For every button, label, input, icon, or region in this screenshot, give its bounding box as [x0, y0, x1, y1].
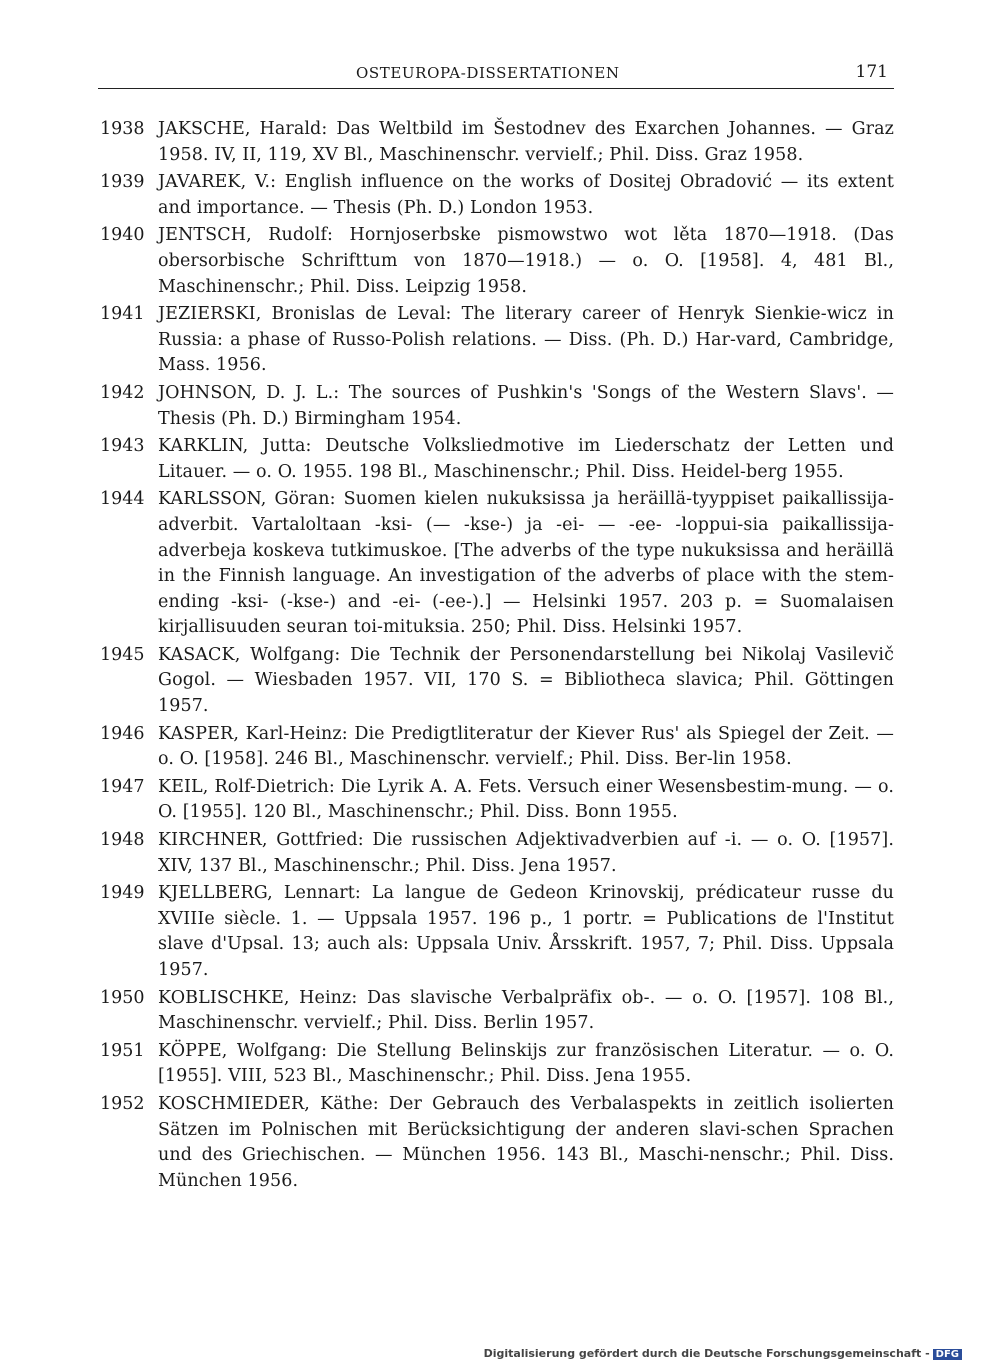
entry-number: 1944 [100, 489, 145, 510]
page-header [98, 60, 894, 89]
bibliography-entry [100, 302, 894, 379]
running-title: OSTEUROPA-DISSERTATIONEN [356, 64, 620, 82]
entry-text: JOHNSON, D. J. L.: The sources of Pushkin's 'Songs of the Western Slavs'. — Thesis (Ph. D.) Birmingham 1954. [158, 382, 894, 429]
entry-number: 1951 [100, 1040, 145, 1061]
entry-text: KOSCHMIEDER, Käthe: Der Gebrauch des Verbalaspekts in zeitlich isolierten Sätzen im Polnischen mit Berücksichtigung der anderen slavi-schen Sprachen und des Griechischen. — München 1956. 143 Bl., Maschi-nenschr.; Phil. Diss. München 1956. [158, 1093, 894, 1191]
entry-text: JAKSCHE, Harald: Das Weltbild im Šestodnev des Exarchen Johannes. — Graz 1958. IV, II, 119, XV Bl., Maschinenschr. vervielf.; Phil. Diss. Graz 1958. [158, 119, 894, 165]
bibliography-entry [100, 487, 894, 641]
entry-text: JAVAREK, V.: English influence on the works of Dositej Obradović — its extent and importance. — Thesis (Ph. D.) London 1953. [158, 172, 894, 218]
bibliography-entry [100, 986, 894, 1037]
entry-text: JENTSCH, Rudolf: Hornjoserbske pismowstwo wot lěta 1870—1918. (Das obersorbische Schrifttum von 1870—1918.) — o. O. [1958]. 4, 481 Bl., Maschinenschr.; Phil. Diss. Leipzig 1958. [158, 225, 894, 297]
entry-number: 1948 [100, 830, 145, 851]
entry-text: KIRCHNER, Gottfried: Die russischen Adjektivadverbien auf -i. — o. O. [1957]. XIV, 137 Bl., Maschinenschr.; Phil. Diss. Jena 1957. [158, 830, 894, 876]
entry-text: KARLSSON, Göran: Suomen kielen nukuksissa ja heräillä-tyyppiset paikallissija-adverbit. Vartaloltaan -ksi- (— -kse-) ja -ei- — -ee- -loppui-sia paikallissija-adverbeja koskeva tutkimuskoe. [The adverbs of the type nukuksissa and heräillä in the Finnish language. An investigation of the adverbs of place with the stem-ending -ksi- (-kse-) and -ei- (-ee-).] — Helsinki 1957. 203 p. = Suomalaisen kirjallisuuden seuran toi-mituksia. 250; Phil. Diss. Helsinki 1957. [158, 489, 894, 638]
bibliography-entry [100, 434, 894, 485]
entry-number: 1938 [100, 119, 145, 139]
dfg-logo: DFG [933, 1349, 962, 1360]
bibliography-entry [100, 223, 894, 300]
bibliography-entry [100, 775, 894, 826]
entry-text: KASACK, Wolfgang: Die Technik der Personendarstellung bei Nikolaj Vasilevič Gogol. — Wiesbaden 1957. VII, 170 S. = Bibliotheca slavica; Phil. Göttingen 1957. [158, 644, 894, 717]
entry-number: 1939 [100, 172, 145, 193]
entry-text: KÖPPE, Wolfgang: Die Stellung Belinskijs zur französischen Literatur. — o. O. [1955]. VIII, 523 Bl., Maschinenschr.; Phil. Diss. Jena 1955. [158, 1040, 894, 1087]
entry-text: KARKLIN, Jutta: Deutsche Volksliedmotive im Liederschatz der Letten und Litauer. — o. O. 1955. 198 Bl., Maschinenschr.; Phil. Diss. Heidel-berg 1955. [158, 436, 894, 482]
entry-text: KOBLISCHKE, Heinz: Das slavische Verbalpräfix ob-. — o. O. [1957]. 108 Bl., Maschinenschr. vervielf.; Phil. Diss. Berlin 1957. [158, 987, 894, 1034]
bibliography-entry [100, 170, 894, 221]
bibliography-entry [100, 722, 894, 773]
entry-number: 1952 [100, 1093, 145, 1114]
bibliography-entry [100, 881, 894, 983]
bibliography-entry [100, 117, 894, 168]
bibliography-entry [100, 381, 894, 432]
entry-number: 1947 [100, 776, 145, 797]
entry-number: 1946 [100, 723, 145, 744]
entry-list [100, 117, 894, 1196]
entry-text: KEIL, Rolf-Dietrich: Die Lyrik A. A. Fets. Versuch einer Wesensbestim-mung. — o. O. [1955]. 120 Bl., Maschinenschr.; Phil. Diss. Bonn 1955. [158, 776, 894, 823]
bibliography-entry [100, 828, 894, 879]
entry-number: 1949 [100, 883, 145, 904]
entry-number: 1941 [100, 304, 145, 325]
entry-text: KASPER, Karl-Heinz: Die Predigtliteratur der Kiever Rus' als Spiegel der Zeit. — o. O. [1958]. 246 Bl., Maschinenschr. vervielf.; Phil. Diss. Ber-lin 1958. [158, 723, 894, 770]
digitization-note [484, 1347, 962, 1360]
digitization-note-text: Digitalisierung gefördert durch die Deutsche Forschungsgemeinschaft - [483, 1347, 930, 1360]
entry-number: 1945 [100, 644, 145, 665]
bibliography-entry [100, 1039, 894, 1090]
bibliography-entry [100, 643, 894, 720]
entry-text: JEZIERSKI, Bronislas de Leval: The literary career of Henryk Sienkie-wicz in Russia: a phase of Russo-Polish relations. — Diss. (Ph. D.) Har-vard, Cambridge, Mass. 1956. [158, 304, 894, 376]
bibliography-entry [100, 1092, 894, 1194]
page-number: 171 [855, 62, 888, 82]
entry-number: 1950 [100, 987, 145, 1008]
entry-number: 1942 [100, 382, 145, 403]
entry-number: 1943 [100, 436, 145, 457]
entry-number: 1940 [100, 225, 145, 246]
entry-text: KJELLBERG, Lennart: La langue de Gedeon Krinovskij, prédicateur russe du XVIIIe siècle. 1. — Uppsala 1957. 196 p., 1 portr. = Publications de l'Institut slave d'Upsal. 13; auch als: Uppsala Univ. Årsskrift. 1957, 7; Phil. Diss. Uppsala 1957. [158, 883, 894, 980]
